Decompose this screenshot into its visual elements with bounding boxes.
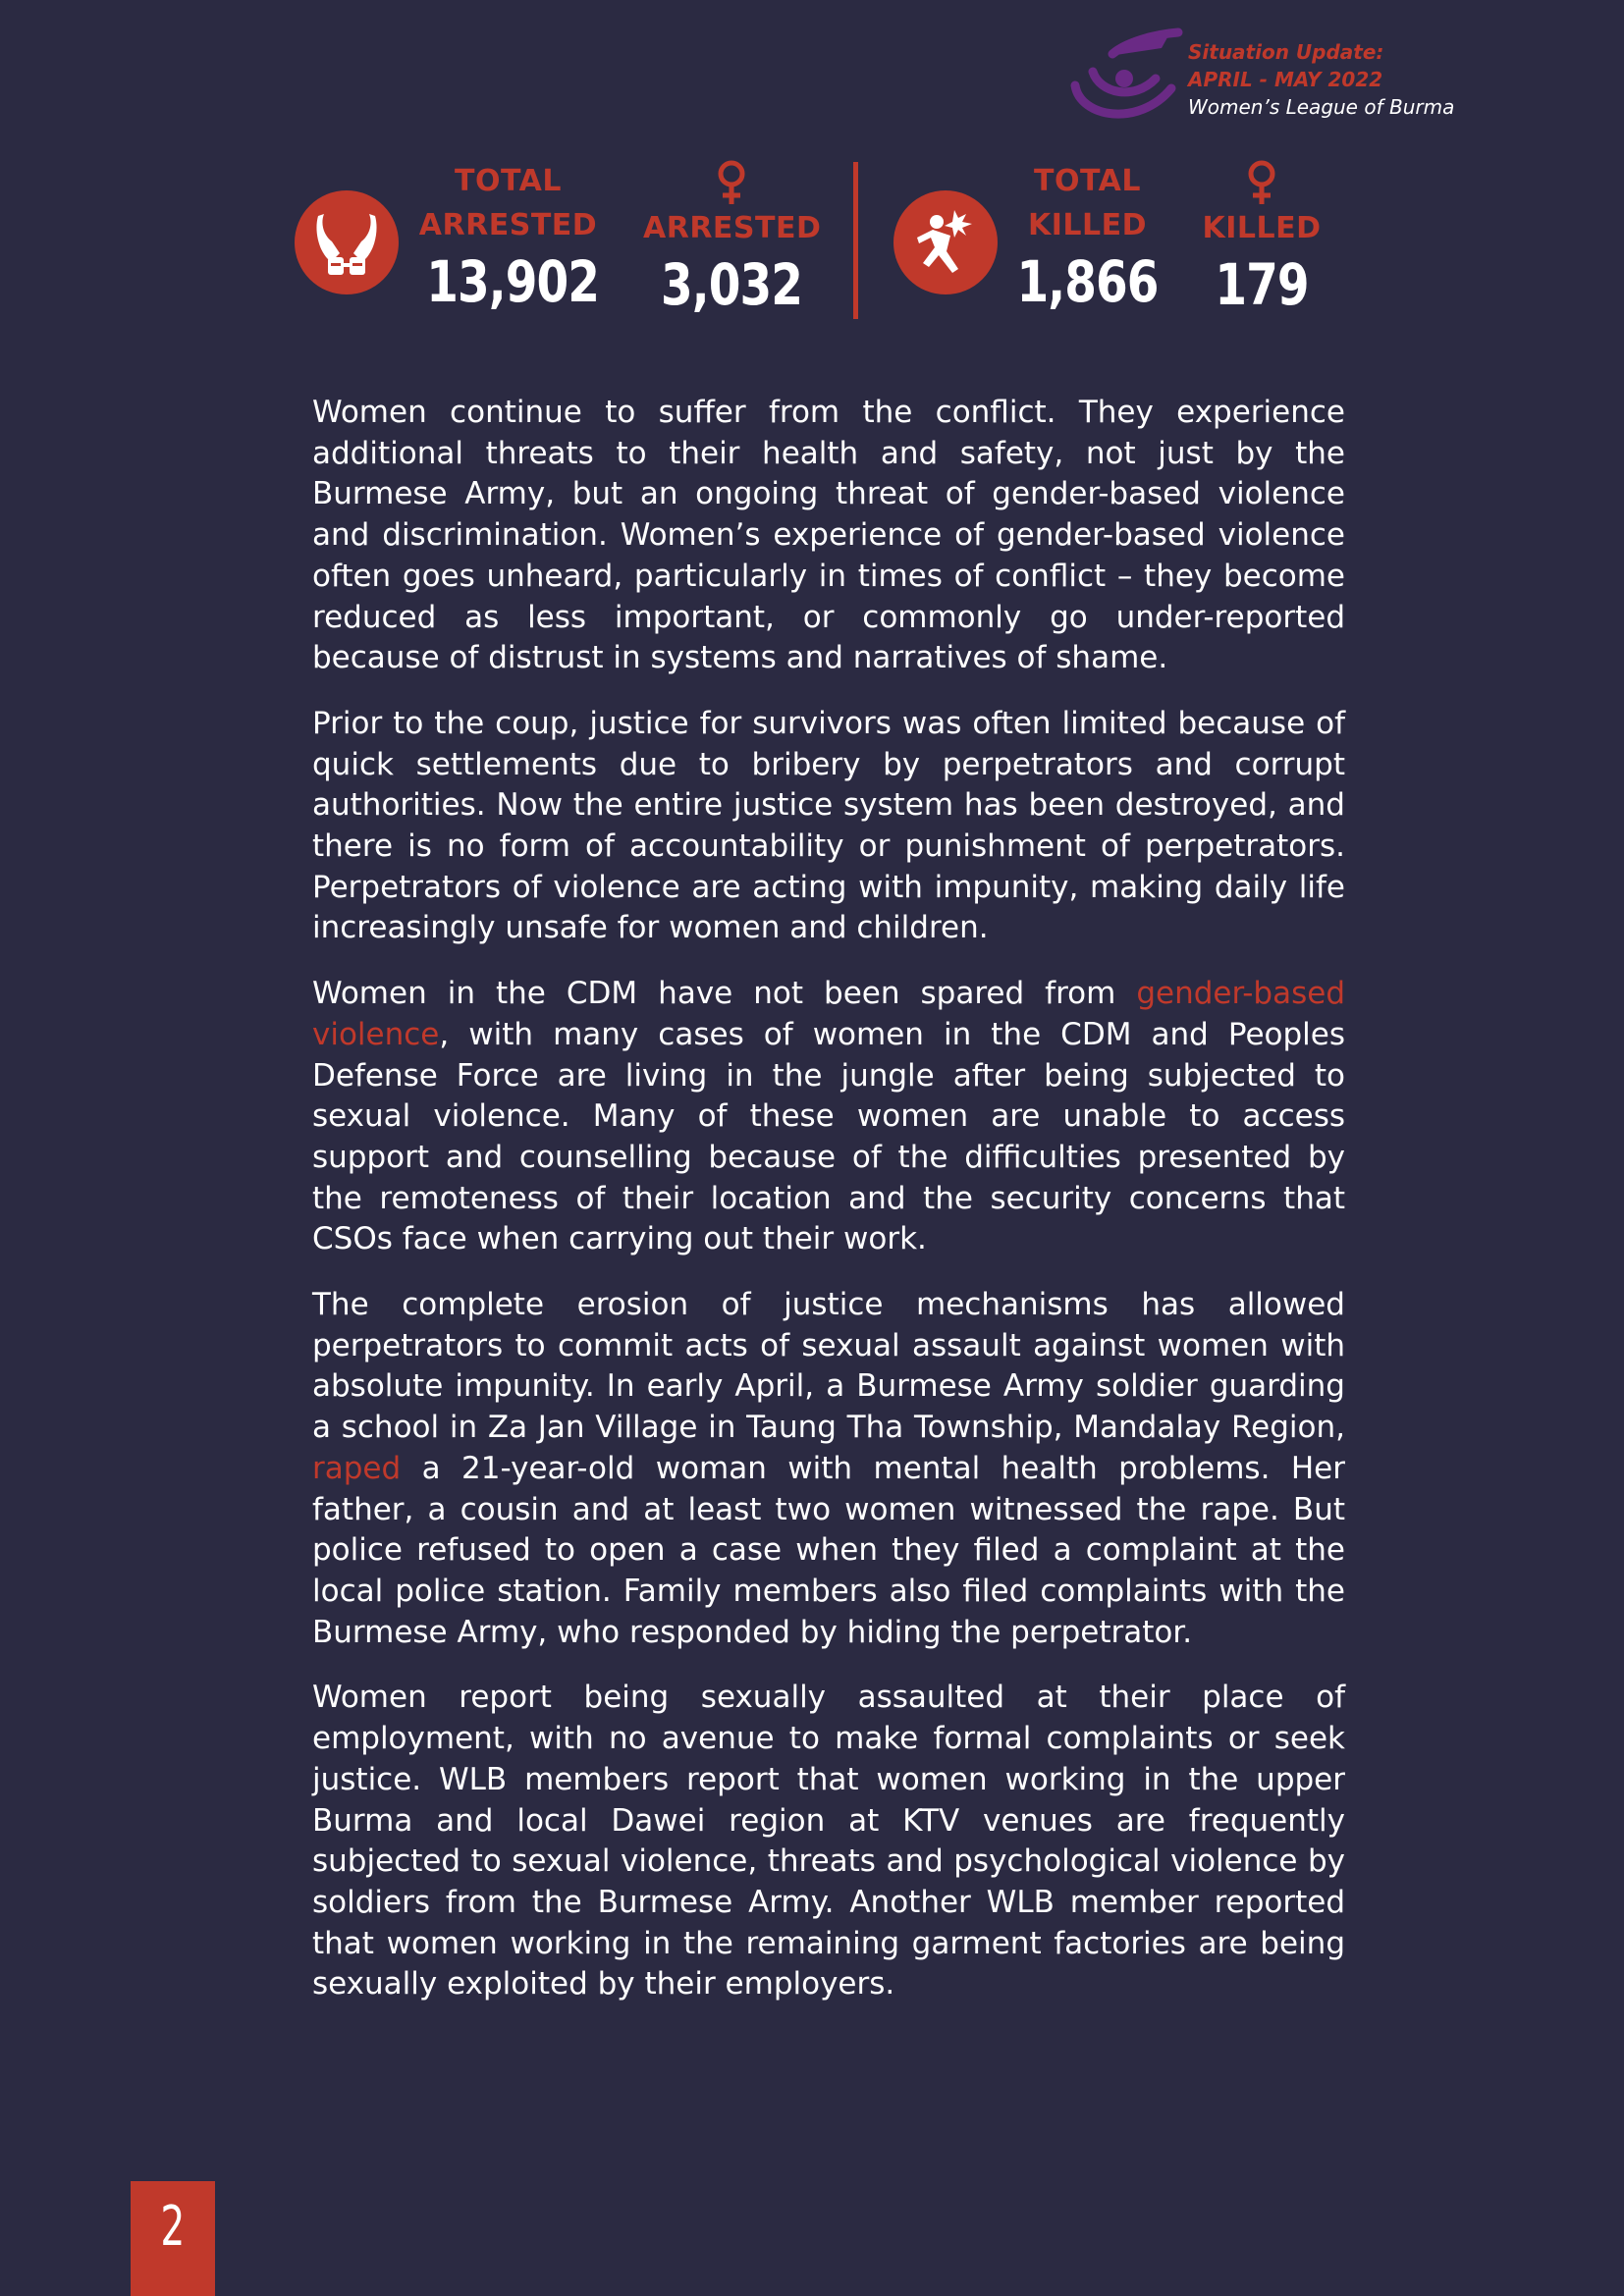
page-header: [1056, 25, 1605, 133]
stat-total-arrested: [417, 159, 599, 316]
link-gender-based-violence[interactable]: gender-based violence: [312, 976, 1345, 1052]
paragraph-5: Women report being sexually assaulted at their place of employment, with no avenue to make formal complaints or seek justice. WLB members report that women working in the upper Burma and local Dawei region at KTV venues are frequently subjected to sexual violence, threats and psychological violence by soldiers from the Burmese Army. Another WLB member reported that women working in the remaining garment factories are being sexually exploited by their employers.: [312, 1680, 1345, 2002]
stat-female-arrested-value: 3,032: [660, 251, 803, 318]
article-body: [312, 393, 1345, 2030]
wlb-logo-icon: [1056, 25, 1188, 133]
paragraph-3: [312, 974, 1345, 1260]
header-organization: Women’s League of Burma: [1188, 95, 1455, 119]
female-symbol-icon: [1242, 159, 1281, 206]
stat-total-arrested-label-line2: ARRESTED: [418, 208, 598, 242]
stat-female-arrested-label: ARRESTED: [643, 211, 822, 245]
handcuffed-hands-icon: [295, 190, 399, 294]
page-number-badge: [131, 2181, 215, 2296]
stat-total-killed: [997, 159, 1178, 316]
paragraph-4: [312, 1285, 1345, 1653]
stat-total-killed-label-line2: KILLED: [1027, 208, 1148, 242]
paragraph-1: Women continue to suffer from the conflict. They experience additional threats to their health and safety, not just by the Burmese Army, but an ongoing threat of gender-based violence and discrimination. Women’s experience of gender-based violence often goes unheard, particularly in times of conflict – they become reduced as less important, or commonly go under-reported because of distrust in systems and narratives of shame.: [312, 395, 1345, 676]
stat-female-killed-label: KILLED: [1202, 211, 1322, 245]
paragraph-2: Prior to the coup, justice for survivors was often limited because of quick settlements due to bribery by perpetrators and corrupt authorities. Now the entire justice system has been destroyed, and there is no form of accountability or punishment of perpetrators. Perpetrators of violence are acting with impunity, making daily life increasingly unsafe for women and children.: [312, 705, 1345, 946]
stats-divider: [853, 162, 858, 319]
header-situation-label: Situation Update:: [1188, 40, 1384, 64]
stat-total-arrested-label-line1: TOTAL: [455, 164, 562, 198]
page-number: 2: [160, 2195, 186, 2259]
stat-female-arrested: [643, 159, 820, 319]
link-raped[interactable]: raped: [312, 1450, 402, 1486]
paragraph-3-text-end: , with many cases of women in the CDM and Peoples Defense Force are living in the jungle after being subjected to sexual violence. Many of these women are unable to access support and counselling because of the difficulties presented by the remoteness of their location and the security concerns that CSOs face when carrying out their work.: [312, 1016, 1345, 1257]
paragraph-4-text-end: a 21-year-old woman with mental health problems. Her father, a cousin and at least two women witnessed the rape. But police refused to open a case when they filed a complaint at the local police station. Family members also filed complaints with the Burmese Army, who responded by hiding the perpetrator.: [312, 1450, 1345, 1650]
stat-female-killed: [1183, 159, 1340, 319]
header-title: [1188, 38, 1454, 121]
header-date-range: APRIL - MAY 2022: [1188, 68, 1383, 91]
stat-total-arrested-value: 13,902: [426, 248, 600, 315]
person-shot-icon: [893, 190, 998, 294]
female-symbol-icon: [712, 159, 751, 206]
stat-total-killed-value: 1,866: [1016, 248, 1159, 315]
paragraph-4-text-start: The complete erosion of justice mechanisms has allowed perpetrators to commit acts of sexual assault against women with absolute impunity. In early April, a Burmese Army soldier guarding a school in Za Jan Village in Taung Tha Township, Mandalay Region,: [312, 1287, 1345, 1446]
stat-total-killed-label-line1: TOTAL: [1034, 164, 1141, 198]
stat-female-killed-value: 179: [1215, 251, 1309, 318]
paragraph-3-text-start: Women in the CDM have not been spared from: [312, 976, 1137, 1012]
